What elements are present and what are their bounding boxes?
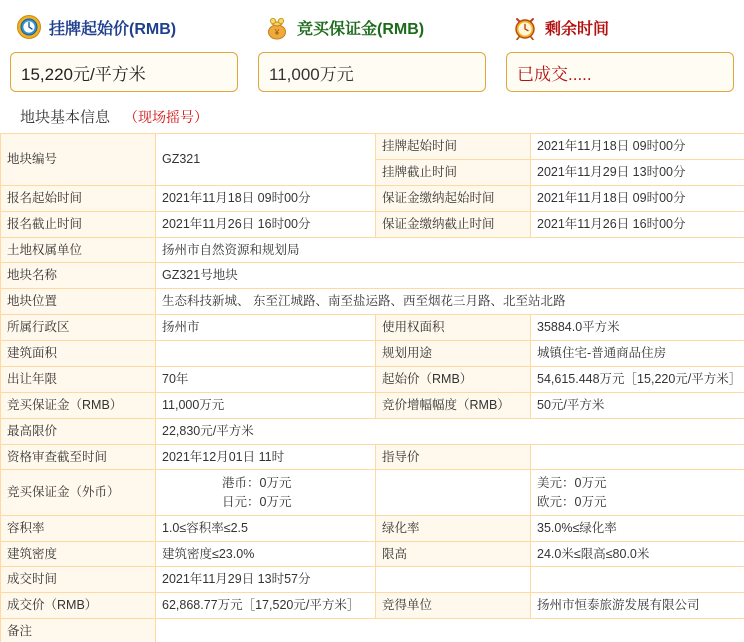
cell-key-max-price: 最高限价 — [1, 418, 156, 444]
cell-value-height-limit: 24.0米≤限高≤80.0米 — [531, 541, 744, 567]
cell-value-guide-price — [531, 444, 744, 470]
clock-badge-icon — [16, 14, 42, 40]
cell-value-listing-start-time: 2021年11月18日 09时00分 — [531, 134, 744, 160]
summary-card-header — [506, 10, 734, 44]
table-row — [1, 541, 744, 567]
cell-key-deal-time: 成交时间 — [1, 567, 156, 593]
cell-key-use-right-area: 使用权面积 — [376, 315, 531, 341]
cell-value-building-area — [156, 341, 376, 367]
cell-key-building-area: 建筑面积 — [1, 341, 156, 367]
summary-card-title: 挂牌起始价(RMB) — [49, 20, 177, 38]
table-row — [1, 211, 744, 237]
cell-key-land-owner: 土地权属单位 — [1, 237, 156, 263]
svg-text:¥: ¥ — [274, 28, 280, 37]
table-row — [1, 134, 744, 160]
cell-key-guide-price: 指导价 — [376, 444, 531, 470]
cell-value-deal-price: 62,868.77万元［17,520元/平方米］ — [156, 593, 376, 619]
cell-value-listing-end-time: 2021年11月29日 13时00分 — [531, 159, 744, 185]
cell-key-remark: 备注 — [1, 619, 156, 642]
section-note: （现场摇号） — [124, 109, 209, 125]
cell-value-remark — [156, 619, 744, 642]
cell-key-planned-use: 规划用途 — [376, 341, 531, 367]
cell-key-apply-end-time: 报名截止时间 — [1, 211, 156, 237]
cell-key-deposit-foreign-currency: 竞买保证金（外币） — [1, 470, 156, 515]
cell-key-plot-ratio: 容积率 — [1, 515, 156, 541]
cell-key-transfer-years: 出让年限 — [1, 366, 156, 392]
cell-value-use-right-area: 35884.0平方米 — [531, 315, 744, 341]
cell-key-qualification-deadline: 资格审查截至时间 — [1, 444, 156, 470]
cell-key-parcel-location: 地块位置 — [1, 289, 156, 315]
summary-card-title: 竞买保证金(RMB) — [297, 20, 425, 38]
cell-value-deal-time: 2021年11月29日 13时57分 — [156, 567, 376, 593]
cell-value-deposit-end-time: 2021年11月26日 16时00分 — [531, 211, 744, 237]
summary-card-value: 已成交..... — [506, 52, 734, 92]
summary-banner — [0, 0, 744, 92]
summary-card-value: 15,220元/平方米 — [10, 52, 238, 92]
cell-value-qualification-deadline: 2021年12月01日 11时 — [156, 444, 376, 470]
cell-value-bid-deposit: 11,000万元 — [156, 392, 376, 418]
cell-key-district: 所属行政区 — [1, 315, 156, 341]
land-info-table — [0, 133, 744, 642]
deposit-hkd: 港币：0万元 — [222, 476, 292, 491]
cell-value-transfer-years: 70年 — [156, 366, 376, 392]
cell-key-listing-end-time: 挂牌截止时间 — [376, 159, 531, 185]
cell-value-max-price: 22,830元/平方米 — [156, 418, 744, 444]
cell-key-parcel-name: 地块名称 — [1, 263, 156, 289]
summary-card-title: 剩余时间 — [545, 20, 610, 38]
cell-value-plot-ratio: 1.0≤容积率≤2.5 — [156, 515, 376, 541]
deposit-usd: 美元：0万元 — [537, 476, 607, 491]
cell-key-green-ratio: 绿化率 — [376, 515, 531, 541]
table-row — [1, 315, 744, 341]
cell-value-apply-end-time: 2021年11月26日 16时00分 — [156, 211, 376, 237]
table-row — [1, 515, 744, 541]
table-row — [1, 366, 744, 392]
cell-value-parcel-code: GZ321 — [156, 134, 376, 186]
money-bag-icon — [264, 14, 290, 40]
table-row — [1, 289, 744, 315]
summary-card-header — [258, 10, 486, 44]
cell-key-height-limit: 限高 — [376, 541, 531, 567]
cell-key-apply-start-time: 报名起始时间 — [1, 185, 156, 211]
cell-key-start-price: 起始价（RMB） — [376, 366, 531, 392]
cell-key-deposit-start-time: 保证金缴纳起始时间 — [376, 185, 531, 211]
cell-value-district: 扬州市 — [156, 315, 376, 341]
summary-card-value: 11,000万元 — [258, 52, 486, 92]
table-row — [1, 593, 744, 619]
cell-key-bid-deposit: 竞买保证金（RMB） — [1, 392, 156, 418]
cell-key-bid-increment: 竞价增幅幅度（RMB） — [376, 392, 531, 418]
cell-key-building-density: 建筑密度 — [1, 541, 156, 567]
summary-card-deposit — [248, 10, 496, 92]
cell-value-apply-start-time: 2021年11月18日 09时00分 — [156, 185, 376, 211]
cell-key-deal-price: 成交价（RMB） — [1, 593, 156, 619]
cell-key-parcel-code: 地块编号 — [1, 134, 156, 186]
summary-card-remaining-time — [496, 10, 744, 92]
table-row — [1, 619, 744, 642]
deposit-jpy: 日元：0万元 — [222, 494, 292, 509]
cell-value-parcel-location: 生态科技新城、 东至江城路、南至盐运路、西至烟花三月路、北至站北路 — [156, 289, 744, 315]
alarm-clock-icon — [512, 14, 538, 40]
summary-card-header — [10, 10, 238, 44]
table-row — [1, 185, 744, 211]
cell-spacer — [531, 567, 744, 593]
section-title: 地块基本信息 — [20, 109, 111, 126]
table-row — [1, 341, 744, 367]
cell-value-winner: 扬州市恒泰旅游发展有限公司 — [531, 593, 744, 619]
cell-value-land-owner: 扬州市自然资源和规划局 — [156, 237, 744, 263]
section-header — [0, 106, 744, 127]
cell-value-deposit-start-time: 2021年11月18日 09时00分 — [531, 185, 744, 211]
cell-value-deposit-usd-eur — [531, 470, 744, 515]
cell-key-deposit-end-time: 保证金缴纳截止时间 — [376, 211, 531, 237]
cell-value-green-ratio: 35.0%≤绿化率 — [531, 515, 744, 541]
table-row — [1, 237, 744, 263]
table-row — [1, 263, 744, 289]
table-row — [1, 392, 744, 418]
cell-key-listing-start-time: 挂牌起始时间 — [376, 134, 531, 160]
cell-value-start-price: 54,615.448万元［15,220元/平方米］ — [531, 366, 744, 392]
cell-key-winner: 竞得单位 — [376, 593, 531, 619]
cell-value-building-density: 建筑密度≤23.0% — [156, 541, 376, 567]
cell-value-bid-increment: 50元/平方米 — [531, 392, 744, 418]
cell-value-planned-use: 城镇住宅-普通商品住房 — [531, 341, 744, 367]
cell-spacer — [376, 567, 531, 593]
cell-value-parcel-name: GZ321号地块 — [156, 263, 744, 289]
table-row — [1, 418, 744, 444]
deposit-eur: 欧元：0万元 — [537, 494, 607, 509]
table-row — [1, 567, 744, 593]
cell-value-deposit-hkd-jpy — [156, 470, 376, 515]
summary-card-start-price — [0, 10, 248, 92]
table-row — [1, 470, 744, 515]
cell-spacer — [376, 470, 531, 515]
table-row — [1, 444, 744, 470]
